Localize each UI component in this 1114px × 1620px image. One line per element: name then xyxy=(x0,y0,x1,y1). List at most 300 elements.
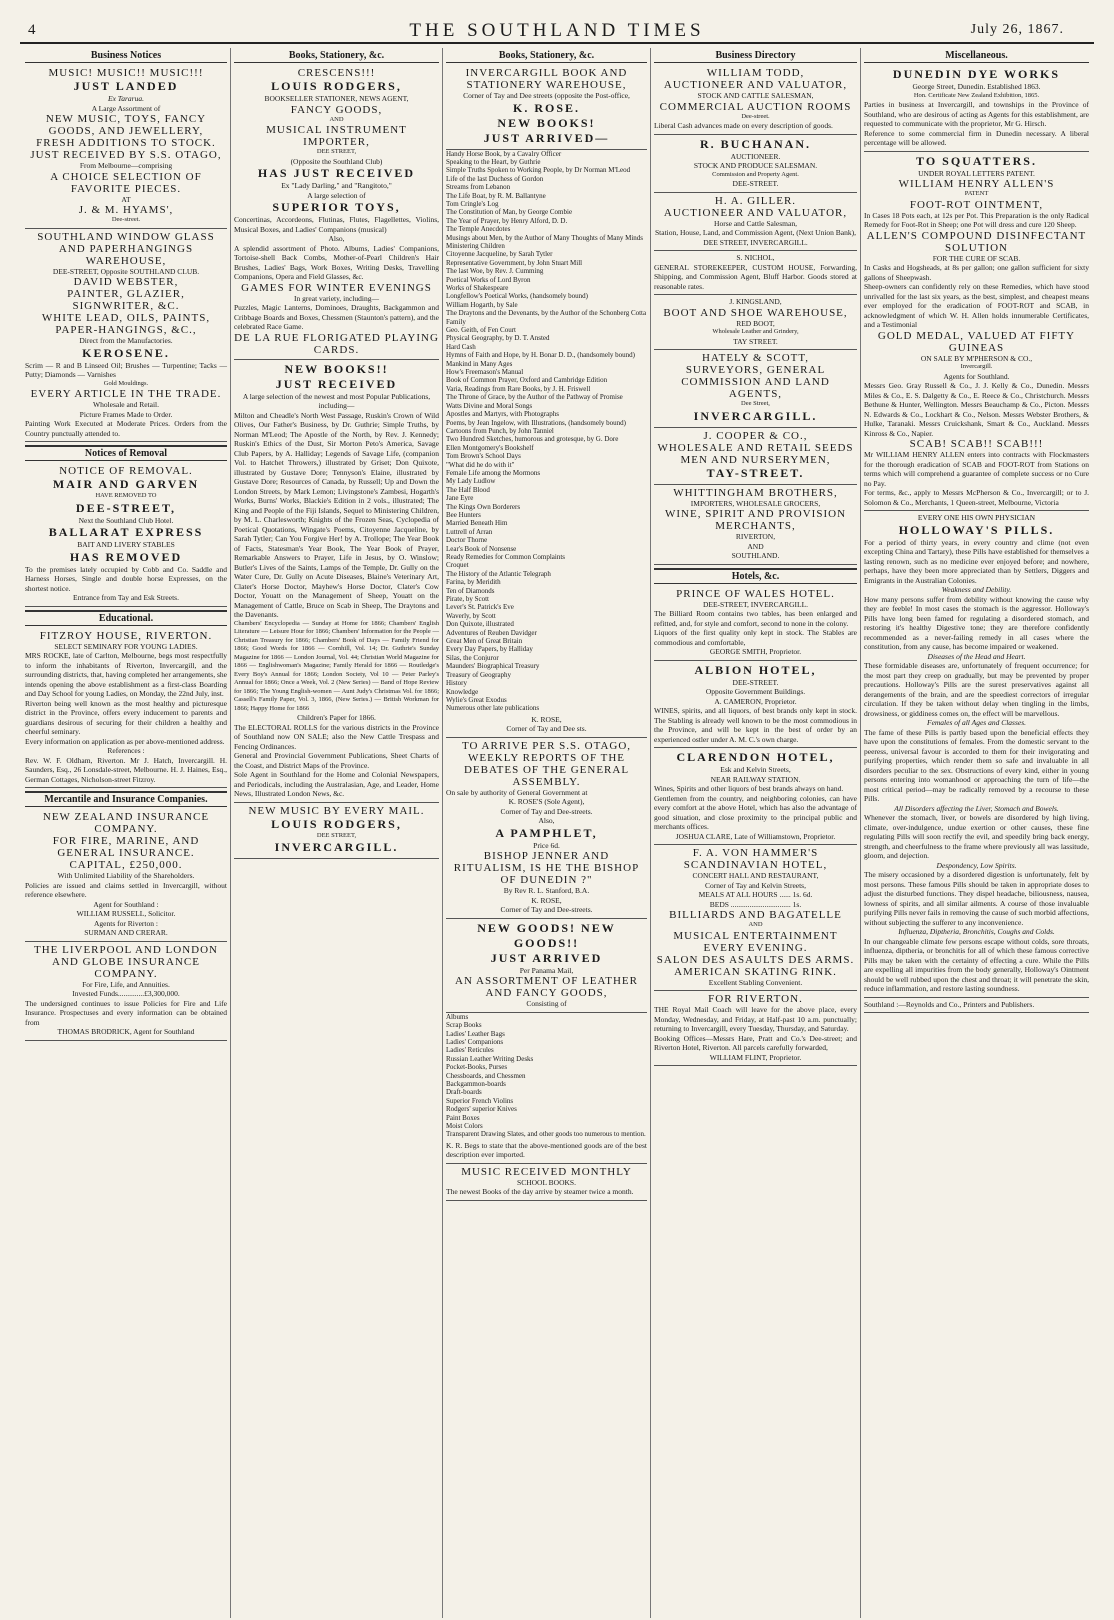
list-item: Cartoons from Punch, by John Tanniel xyxy=(446,426,554,435)
advertisement xyxy=(654,845,857,991)
ad-line: WHITE LEAD, OILS, PAINTS, PAPER-HANGINGS, &C., xyxy=(41,312,211,336)
list-item: The Throne of Grace, by the Author of the Pathway of Promise xyxy=(446,393,623,402)
list-item: Lever's St. Patrick's Eve xyxy=(446,603,514,612)
ad-line: Corner of Tay and Kelvin Streets, xyxy=(705,880,806,890)
list-item: Mankind in Many Ages xyxy=(446,359,513,368)
ad-line: STOCK AND PRODUCE SALESMAN. xyxy=(693,161,818,170)
ad-line: Per Panama Mail, xyxy=(519,965,574,975)
ad-line: WEEKLY REPORTS OF THE DEBATES OF THE GENERAL ASSEMBLY. xyxy=(463,751,630,788)
ad-line: Influenza, Diptheria, Bronchitis, Coughs and Colds. xyxy=(898,927,1055,936)
list-item: Albums xyxy=(446,1012,469,1021)
ad-line: RED BOOT, xyxy=(736,318,775,328)
ad-line: KEROSENE. xyxy=(82,345,170,360)
ad-line: INVERCARGILL BOOK AND STATIONERY WAREHOUSE, xyxy=(465,67,628,91)
ad-line: A large selection of xyxy=(307,190,366,200)
ad-line: In Casks and Hogsheads, at 8s per gallon; one gallon sufficient for sixty gallons of Sheepwash. xyxy=(864,263,1089,282)
ad-line: CLARENDON HOTEL, xyxy=(676,750,835,764)
ad-line: DEE STREET, xyxy=(316,831,357,839)
ad-line: Parties in business at Invercargill, and townships in the Province of Southland, who are desirous of acting as Agents for this establishment, are requested to communicate with the proprietor, Mr G. Hirsch. xyxy=(864,100,1089,128)
section-heading: Hotels, &c. xyxy=(654,568,857,584)
list-item: Moist Colors xyxy=(446,1122,483,1130)
ad-line: SURMAN AND CRERAR. xyxy=(84,928,168,937)
ad-line: FITZROY HOUSE, RIVERTON. xyxy=(39,629,213,642)
ad-line: Agent for Southland : xyxy=(93,899,159,909)
ad-line: BOOKSELLER STATIONER, NEWS AGENT, xyxy=(264,94,409,103)
advertisement xyxy=(446,919,647,1013)
list-item: Ladies' Reticules xyxy=(446,1046,494,1055)
ad-line: K. ROSE, xyxy=(531,895,562,905)
ad-line: Hon. Certificate New Zealand Exhibition, 1865. xyxy=(913,91,1040,99)
ad-line: Liquors of the first quality only kept in stock. The Stables are commodious and comfortable, xyxy=(654,628,857,647)
ad-line: Corner of Tay and Dee-streets. xyxy=(500,905,593,915)
ad-line: BAIT AND LIVERY STABLES xyxy=(77,540,175,549)
ad-line: LOUIS RODGERS, xyxy=(271,79,402,93)
ad-line: From Melbourne—comprising xyxy=(79,161,173,170)
ad-line: SCHOOL BOOKS. xyxy=(517,1177,576,1187)
ad-line: GEORGE SMITH, Proprietor. xyxy=(709,647,802,656)
ad-line: The undersigned continues to issue Policies for Fire and Life Insurance. Prospectuses and every information can be obtained from xyxy=(25,998,227,1027)
ad-line: For terms, &c., apply to Messrs McPherson & Co., Invercargill; or to J. Solomon & Co., Merchants, 1 Queen-street, Melbourne, Victoria xyxy=(864,488,1089,507)
ad-line: Also, xyxy=(538,816,555,826)
list-item: Representative Government, by John Stuart Mill xyxy=(446,258,583,267)
ad-line: Diseases of the Head and Heart. xyxy=(927,651,1026,661)
list-item: Pirate, by Scott xyxy=(446,595,489,604)
ad-line: Painting Work Executed at Moderate Prices. Orders from the Country punctually attended to. xyxy=(25,419,227,438)
ad-line: AUCTIONEER AND VALUATOR, xyxy=(663,79,848,91)
ad-line: J. & M. HYAMS', xyxy=(78,204,174,216)
ad-line: Invested Funds..............£3,300,000. xyxy=(72,989,180,998)
ad-line: AUCTIONEER. xyxy=(730,151,781,161)
ad-line: BISHOP JENNER AND RITUALISM, IS HE THE BISHOP OF DUNEDIN ?" xyxy=(453,850,640,887)
list-item: Geo. Geith, of Fen Court xyxy=(446,326,516,335)
ad-line: Whenever the stomach, liver, or bowels are disordered by high living, climate, over-indulgence, undue exertion or other causes, these fine regulating Pills will soon rectify the evil, and speedily bring back energy, strength, and cheerfulness to the frame where previously all was lassitude, gloom, and dejection. xyxy=(864,813,1089,860)
list-item: Simple Truths Spoken to Working People, by Dr Norman M'Leod xyxy=(446,166,631,175)
ad-line: Messrs Geo. Gray Russell & Co., J. J. Kelly & Co., Dunedin. Messrs Miles & Co., E. S. Dalgetty & Co., E. Reece & Co., Christchurch. Messrs Bethune & Hunter, Wellington. Messrs Beauchamp & Co., Picton. Messrs N. Edwards & Co., Lockhart & Co., Nelson. Messrs Webster Brothers, & Hulke, Taranaki. Messrs Cruickshank, Smart & Co., Auckland. Messrs Kinross & Co., Napier. xyxy=(864,381,1089,438)
list-item: Pocket-Books, Purses xyxy=(446,1063,508,1072)
ad-line: JUST RECEIVED xyxy=(275,376,398,391)
ad-line: NOTICE OF REMOVAL. xyxy=(59,465,193,477)
ad-line: J. KINGSLAND, xyxy=(729,297,782,306)
list-item: Married Beneath Him xyxy=(446,519,508,528)
ad-line: NEAR RAILWAY STATION. xyxy=(710,774,801,784)
list-item: Lear's Book of Nonsense xyxy=(446,544,517,553)
ad-line: AT xyxy=(121,194,131,204)
ad-line: Entrance from Tay and Esk Streets. xyxy=(73,593,179,602)
ad-line: THE LIVERPOOL AND LONDON AND GLOBE INSURANCE COMPANY. xyxy=(34,943,218,980)
ad-line: CONCERT HALL AND RESTAURANT, xyxy=(692,871,819,880)
ad-line: Children's Paper for 1866. xyxy=(297,713,376,722)
list-item: The Temple Anecdotes xyxy=(446,225,511,234)
list-item: The Year of Prayer, by Henry Alford, D. D. xyxy=(446,216,568,225)
advertisement xyxy=(25,942,227,1041)
advertisement xyxy=(864,511,1089,998)
advertisement xyxy=(654,661,857,749)
list-item: Ladies' Leather Bags xyxy=(446,1029,505,1038)
ad-line: PRINCE OF WALES HOTEL. xyxy=(676,587,835,600)
masthead xyxy=(20,20,1094,44)
ad-line: MUSICAL ENTERTAINMENT EVERY EVENING. xyxy=(673,929,838,954)
ad-line: NEW MUSIC, TOYS, FANCY GOODS, AND JEWELLERY, xyxy=(45,113,207,137)
list-item: Tom Brown's School Days xyxy=(446,452,521,461)
ad-line: In our changeable climate few persons escape without colds, sore throats, influenza, diptheria, or bronchitis for all of which these famous corrective Pills may be taken with the certainty of effecting a cure. While the Pills are expelling all impurities from the body generally, Holloway's Ointment should be well rubbed upon the chest and throat; it will penetrate the skin, reduce inflammation, and restore lasting soundness. xyxy=(864,936,1089,993)
ad-line: BOOT AND SHOE WAREHOUSE, xyxy=(663,306,848,319)
list-item: Longfellow's Poetical Works, (handsomely bound) xyxy=(446,292,588,301)
ad-line: HAVE REMOVED TO xyxy=(95,492,157,499)
ad-line: Rev. W. F. Oldham, Riverton. Mr J. Hatch, Invercargill. H. Saunders, Esq., 26 Lonsdale-street, Melbourne. H. J. Haines, Esq., German Cottages, Nicholson-street Fitzroy. xyxy=(25,755,227,784)
ad-line: JUST ARRIVED xyxy=(490,950,603,965)
section-heading: Notices of Removal xyxy=(25,445,227,461)
list-item: Physical Geography, by D. T. Ansted xyxy=(446,334,550,343)
ad-line: George Street, Dunedin. Established 1863. xyxy=(912,82,1041,91)
list-item: Life of the last Duchess of Gordon xyxy=(446,174,544,183)
list-item: Paint Boxes xyxy=(446,1113,480,1122)
ad-line: AND xyxy=(329,115,344,123)
ad-line: DEE STREET, INVERCARGILL. xyxy=(703,237,808,247)
ad-line: A. CAMERON, Proprietor. xyxy=(714,696,797,706)
ad-line: DEE-STREET, INVERCARGILL. xyxy=(702,599,809,609)
list-item: My Lady Ludlow xyxy=(446,477,496,486)
ad-line: Gold Mouldings. xyxy=(103,379,149,387)
list-item: The Life Boat, by R. M. Ballantyne xyxy=(446,191,546,200)
ad-line: WINES, spirits, and all liquors, of best brands only kept in stock. The Stabling is already well known to be the most commodious in the Province, and will be kept in the best of order by an experienced ostler under A. M. C.'s own charge. xyxy=(654,706,857,744)
ad-line: Opposite Government Buildings. xyxy=(705,687,806,696)
ad-line: The fame of these Pills is partly based upon the beneficial effects they have upon the constitutions of females. From the domestic servant to the peeress, universal favour is accorded to them for their invigorating and purifying properties, which render them so safe and invaluable in all disorders peculiar to the sex. Obstructions of every kind, either in young persons entering into womanhood or approaching the turn of life—the most critical period—may be radically removed by a recourse to these Pills. xyxy=(864,727,1089,803)
advertisement xyxy=(654,135,857,193)
ad-line: In great variety, including— xyxy=(294,293,379,303)
ad-line: MEALS AT ALL HOURS ...... 1s. 6d. xyxy=(698,890,813,899)
ad-line: Riverton being well known as the most healthy and picturesque district in the Province, offers every inducement to parents and guardians desirous of securing for their children a healthy and cheerful seminary. xyxy=(25,698,227,736)
advertisement xyxy=(25,229,227,443)
ad-line: Mr WILLIAM HENRY ALLEN enters into contracts with Flockmasters for the thorough eradication of SCAB and FOOT-ROT from Stations on terms which will comprehend a guarantee of complete success or no Cure no Pay. xyxy=(864,450,1089,488)
list-item: Watts Divine and Moral Songs xyxy=(446,401,533,410)
list-item: Treasury of Geography xyxy=(446,670,512,679)
ad-line: FOR FIRE, MARINE, AND GENERAL INSURANCE. xyxy=(52,835,200,859)
ad-line: MUSIC RECEIVED MONTHLY xyxy=(461,1165,632,1178)
advertisement xyxy=(234,803,439,860)
ad-line: SUPERIOR TOYS, xyxy=(272,200,401,214)
ad-line: Dee-street. xyxy=(741,112,770,120)
advertisement xyxy=(234,65,439,360)
ad-line: S. NICHOL, xyxy=(736,253,775,262)
list-item: Every Day Papers, by Halliday xyxy=(446,645,533,654)
list-item: Don Quixote, illustrated xyxy=(446,620,514,629)
list-item: The History of the Atlantic Telegraph xyxy=(446,569,551,578)
ad-line: K. ROSE, xyxy=(531,714,562,724)
ad-line: Price 6d. xyxy=(533,840,560,850)
ad-line: STOCK AND CATTLE SALESMAN, xyxy=(697,91,814,100)
list-item: Ten of Diamonds xyxy=(446,586,495,595)
ad-line: THOMAS BRODRICK, Agent for Southland xyxy=(57,1027,195,1036)
list-item: Scrap Books xyxy=(446,1021,482,1030)
ad-line: K. ROSE. xyxy=(512,100,580,115)
ad-line: Concertinas, Accordeons, Flutinas, Flutes, Flagellettes, Violins, Musical Boxes, and Ladies' Companions (musical) xyxy=(234,215,439,234)
ad-line: GENERAL STOREKEEPER, CUSTOM HOUSE, Forwarding, Shipping, and Commission Agent, Bluff Harbor. Goods stored at reasonable rates. xyxy=(654,262,857,291)
ad-line: Agents for Southland. xyxy=(943,371,1010,381)
ad-line: DEE-STREET, xyxy=(75,500,177,515)
ad-line: Esk and Kelvin Streets, xyxy=(720,765,791,774)
list-item: Chessboards, and Chessmen xyxy=(446,1071,526,1080)
ad-line: SALON DES ASAULTS DES ARMS. xyxy=(656,953,855,966)
ad-line: AND xyxy=(748,921,763,928)
ad-line: DEE STREET, xyxy=(316,148,357,155)
advertisement xyxy=(25,809,227,942)
ad-line: Corner of Tay and Dee streets (opposite the Post-office, xyxy=(463,91,630,100)
ad-line: SCANDINAVIAN HOTEL, xyxy=(683,859,828,871)
ad-line: References : xyxy=(107,746,145,755)
ad-line: NEW BOOKS!! xyxy=(284,361,389,376)
ad-line: WILLIAM HENRY ALLEN'S xyxy=(898,178,1055,190)
ad-line: Policies are issued and claims settled in Invercargill, without reference elsewhere. xyxy=(25,880,227,899)
list-item: Adventures of Reuben Davidger xyxy=(446,628,537,637)
advertisement xyxy=(446,713,647,738)
ad-line: A splendid assortment of Photo. Albums, Ladies' Companions, Tortoise-shell Back Combs, Mother-of-Pearl Children's Hair Brushes, Ladies' Bags, Work Boxes, Writing Desks, Travelling Companions, Opera and Field Glasses, &c. xyxy=(234,243,439,281)
ad-line: Consisting of xyxy=(526,999,567,1009)
list-item: Two Hundred Sketches, humorous and grotesque, by G. Dore xyxy=(446,435,619,444)
advertisement xyxy=(654,991,857,1066)
ad-line: H. A. GILLER. xyxy=(714,194,797,207)
ad-line: How many persons suffer from debility without knowing the cause why they are feeble! In most cases the stomach is the aggressor. Holloway's Pills have long been famed for regulating a disordered stomach, and restoring it's healthy Digestive tone; they are therefore confidently recommended as a never-failing remedy in all cases where the constitution, from any cause, has become impaired or weakened. xyxy=(864,594,1089,651)
ad-line: SOUTHLAND. xyxy=(731,551,780,560)
page-columns xyxy=(22,48,1092,1618)
ad-line: THE Royal Mail Coach will leave for the above place, every Monday, Wednesday, and Friday, at Half-past 10 a.m. punctually; returning to Invercargill, every Tuesday, Thursday, and Saturday. xyxy=(654,1005,857,1033)
ad-line: Agents for Riverton : xyxy=(94,918,158,928)
list-item: "What did he do with it" xyxy=(446,460,515,469)
list-item: Musings about Men, by the Author of Many Thoughts of Many Minds xyxy=(446,233,644,242)
advertisement xyxy=(25,628,227,789)
list-item: Ministering Children xyxy=(446,241,505,250)
ad-line: CAPITAL, £250,000. xyxy=(69,859,183,871)
ad-line: PAINTER, GLAZIER, SIGNWRITER, &C. xyxy=(67,288,185,312)
ad-line: Sheep-owners can confidently rely on these Remedies, which have stood unrivalled for the last six years, as the best, simplest, and cheapest means ever employed for the eradication of FOOT-ROT and SCAB, in acknowledgment of which W. H. Allen holds innumerable Certificates, and a Testimonial xyxy=(864,282,1089,329)
list-item: Poetical Works of Lord Byron xyxy=(446,275,531,284)
ad-line: BEDS ................................ 1s. xyxy=(709,899,802,909)
list-item: Draft-boards xyxy=(446,1088,482,1097)
page-number: 4 xyxy=(28,22,36,38)
ad-line: For Fire, Life, and Annuities. xyxy=(82,979,170,989)
ad-line: A Large Assortment of xyxy=(91,103,161,113)
ad-line: AND xyxy=(747,541,764,551)
list-item: Croquet xyxy=(446,561,469,570)
ad-line: DEE-STREET. xyxy=(732,179,779,188)
ad-line: DEE-STREET. xyxy=(732,677,779,687)
list-item: Russian Leather Writing Desks xyxy=(446,1054,534,1063)
ad-line: The Billiard Room contains two tables, has been enlarged and refitted, and, for style and comfort, second to none in the colony. xyxy=(654,609,857,628)
ad-line: On sale by authority of General Government at xyxy=(446,787,588,797)
ad-line: Next the Southland Club Hotel. xyxy=(78,515,174,525)
list-item: Jane Eyre xyxy=(446,494,474,503)
section-heading: Educational. xyxy=(25,610,227,626)
section-heading: Mercantile and Insurance Companies. xyxy=(25,791,227,807)
ad-line: Every information on application as per above-mentioned address. xyxy=(25,736,225,746)
ad-line: General and Provincial Government Publications, Sheet Charts of the Coast, and District Maps of the Province. xyxy=(234,751,439,770)
list-item: Doctor Thorne xyxy=(446,536,488,545)
list-item: Waverly, by Scott xyxy=(446,611,496,620)
ad-line: ON SALE BY M'PHERSON & CO., xyxy=(920,353,1033,363)
ad-line: MRS ROCKE, late of Carlton, Melbourne, begs most respectfully to inform the inhabitants of Riverton, Invercargill, and the surrounding districts, that, having completed her arrangements, she intends opening the above establishment as a first-class Boarding and Day School for young Ladies, on Monday, the 22nd July, inst. xyxy=(25,651,227,698)
ad-line: Chambers' Encyclopedia — Sunday at Home for 1866; Chambers' English Literature — Leisure Hour for 1866; Chambers' Information for the People — Christian Treasury for 1866; Chambers' Book of Days — Family Friend for 1866; Good Words for 1866 — Cornhill, Vol. 14; Dr. Guthrie's Sunday Magazine for 1866 — London Journal, Vol. 44; Christian World Magazine for 1866 — Englishwoman's Magazine; Family Herald for 1866 — Routledge's Every Boy's Annual for 1866; London Society, Vol 10 — Peter Parley's Annual for 1866; Once a Week, Vol. 2 (New Series) — Band of Hope Review for 1866; The Young English-women — Aunt Judy's Christmas Vol. for 1866; Cassell's Family Paper, Vol. 3, 1866, (New Series.) — British Workman for 1866; Happy Home for 1866 xyxy=(234,619,439,712)
list-item: Ellen Montgomery's Bookshelf xyxy=(446,443,534,452)
advertisement xyxy=(654,65,857,135)
advertisement xyxy=(864,152,1089,512)
list-item: How's Freemason's Manual xyxy=(446,368,524,377)
ad-line: JUST ARRIVED— xyxy=(483,130,610,145)
ad-line: Dee Street, xyxy=(741,400,770,407)
advertisement xyxy=(446,65,647,150)
list-item: Poems, by Jean Ingelow, with Illustrations, (handsomely bound) xyxy=(446,418,626,427)
ad-line: By Rev R. L. Stanford, B.A. xyxy=(503,886,590,896)
ad-line: Commission and Property Agent. xyxy=(712,170,799,178)
advertisement xyxy=(864,998,1089,1014)
ad-line: MUSIC! MUSIC!! MUSIC!!! xyxy=(48,67,204,79)
ad-line: Picture Frames Made to Order. xyxy=(79,409,173,419)
ad-line: RIVERTON, xyxy=(735,532,776,541)
list-item: William Hogarth, by Sale xyxy=(446,300,518,309)
ad-line: ALBION HOTEL, xyxy=(694,662,817,677)
ad-line: MAIR AND GARVEN xyxy=(52,477,200,491)
ad-line: DUNEDIN DYE WORKS xyxy=(892,67,1061,81)
ad-line: Wines, Spirits and other liquors of best brands always on hand. xyxy=(654,784,844,793)
ad-line: SOUTHLAND WINDOW GLASS AND PAPERHANGINGS WAREHOUSE, xyxy=(37,230,215,267)
ad-line: JOSHUA CLARE, Late of Williamstown, Proprietor. xyxy=(675,831,836,841)
ad-line: In Cases 18 Pots each, at 12s per Pot. This Preparation is the only Radical Remedy for Foot-Rot in Sheep; one Pot will dress and cure 120 Sheep. xyxy=(864,210,1089,229)
column-1 xyxy=(22,48,230,1618)
ad-line: WILLIAM RUSSELL, Solicitor. xyxy=(76,909,176,918)
ad-line: SURVEYORS, GENERAL COMMISSION AND LAND AGENTS, xyxy=(681,364,830,400)
ad-line: BILLIARDS AND BAGATELLE xyxy=(669,909,842,921)
ad-line: NEW GOODS! NEW GOODS!! xyxy=(477,920,616,950)
ad-line: FANCY GOODS, xyxy=(290,103,383,116)
ad-line: FRESH ADDITIONS TO STOCK. xyxy=(36,137,216,149)
ad-line: A PAMPHLET, xyxy=(495,825,598,840)
ad-line: WILLIAM TODD, xyxy=(706,67,805,79)
column-4 xyxy=(650,48,860,1618)
ad-line: Also, xyxy=(328,234,345,243)
ad-line: Reference to some commercial firm in Dunedin necessary. A liberal percentage will be allowed. xyxy=(864,128,1089,147)
list-item: Rodgers' superior Knives xyxy=(446,1105,517,1114)
advertisement xyxy=(864,65,1089,152)
ad-line: A large selection of the newest and most Popular Publications, including— xyxy=(242,391,431,410)
ad-line: AMERICAN SKATING RINK. xyxy=(674,965,837,978)
ad-line: AN ASSORTMENT OF LEATHER AND FANCY GOODS, xyxy=(455,975,638,1000)
ad-line: NEW MUSIC BY EVERY MAIL. xyxy=(248,804,425,817)
ad-line: Horse and Cattle Salesman, xyxy=(714,218,797,228)
advertisement xyxy=(25,463,227,607)
ad-line: Liberal Cash advances made on every description of goods. xyxy=(654,121,833,130)
ad-line: NEW BOOKS! xyxy=(497,115,596,130)
ad-line: K. R. Begs to state that the above-mentioned goods are of the best description ever imported. xyxy=(446,1140,647,1160)
ad-line: Excellent Stabling Convenient. xyxy=(708,977,803,987)
ad-line: J. COOPER & CO., xyxy=(703,429,808,442)
ad-line: Milton and Cheadle's North West Passage, Ruskin's Crown of Wild Olives, Our Father's Business, by Dr. Guthrie; Simple Truths, by Norman M'Leod; The Apostle of the North, by Rev. J. Kennedy; Ruskin's Ethics of the Dust, Sir Morton Peto's America, Savage Club Papers, by A. Halliday; Legends of Savage Life, (companion Vol. to Hatchet Throwers,) illustrated by Griset; Don Quixote, illustrated by Gustave Dore; Tennyson's Elaine, illustrated by Gustave Dore; Resources of Canada, by Russell; Up and Down the London Streets, by Mark Lemon; Livingstone's Zambesi, Hogarth's Works, Burns' Works, Blackie's Edition in 2 vols., illustrated; The King and People of the Fiji Islands, Sequel to Ministering Children, by M. L. Charlesworth; Knights of the Frozen Seas, Cyclopedia of Poetical Quotations, Wingate's Poems, Citoyenne Jacqueline, by Sarah Tytler; Can You Forgive Her! by A. Trollope; The Year Book of Facts, Statesman's Year Book, The Year Book of Prayer, Remarkable Answers to Prayer, Life in Jesus, by O. Winslow; Butler's Lives of the Saints, Lamps of the Temple, Dr. Gully on the Water Cure, Dr. Gully on Acute Diseases, Blaine's Veterinary Art, Clater's Horse Doctor, Mayhew's Horse Doctor, Clater's Cow Doctor, Youatt on the Management of Sheep, Youatt on the Management of Cattle, Bruce on Scab in Sheep, The Draytons and the Davenants. xyxy=(234,410,439,619)
advertisement xyxy=(654,350,857,428)
ad-line: Corner of Tay and Dee sts. xyxy=(506,724,587,734)
issue-date: July 26, 1867. xyxy=(970,22,1064,37)
ad-line: PATENT xyxy=(964,190,989,197)
ad-line: JUST LANDED xyxy=(73,79,179,93)
list-item: Wylie's Great Exodus xyxy=(446,695,507,704)
ad-line: Wholesale Leather and Grindery, xyxy=(712,328,799,335)
advertisement xyxy=(654,586,857,661)
ad-line: Sole Agent in Southland for the Home and Colonial Newspapers, and Periodicals, including the Australasian, Age, and Leader, Home News, Illustrated London News, &c. xyxy=(234,770,439,798)
ad-line: Southland :—Reynolds and Co., Printers and Publishers. xyxy=(864,999,1035,1009)
item-list xyxy=(446,1013,647,1139)
list-item: Female Life among the Mormons xyxy=(446,468,541,477)
ad-line: DAVID WEBSTER, xyxy=(73,276,179,288)
advertisement xyxy=(446,738,647,919)
ad-line: Dee-street. xyxy=(111,216,141,223)
ad-line: AUCTIONEER AND VALUATOR, xyxy=(663,206,848,219)
ad-line: TAY-STREET. xyxy=(706,465,805,480)
list-item: Citoyenne Jacqueline, by Sarah Tytler xyxy=(446,250,553,259)
ad-line: Ex Tararua. xyxy=(108,94,144,103)
list-item: Luttrell of Arran xyxy=(446,527,493,536)
ad-line: INVERCARGILL. xyxy=(274,840,399,854)
ad-line: Station, House, Land, and Commission Agent, (Next Union Bank), xyxy=(654,228,857,237)
ad-line: Puzzles, Magic Lanterns, Dominoes, Draughts, Backgammon and Cribbage Boards and Boxes, Chessmen (Staunton's pattern), and the celebrated Race Game. xyxy=(234,303,439,331)
section-heading: Books, Stationery, &c. xyxy=(446,48,647,63)
list-item: Streams from Lebanon xyxy=(446,183,511,192)
list-item: Numerous other late publications xyxy=(446,704,540,713)
list-item: Transparent Drawing Slates, and other goods too numerous to mention. xyxy=(446,1130,646,1139)
ad-line: To the premises lately occupied by Cobb and Co. Saddle and Harness Horses, Single and double horse Expresses, on the shortest notice. xyxy=(25,564,227,593)
advertisement xyxy=(25,65,227,229)
advertisement xyxy=(654,295,857,350)
list-item: Ready Remedies for Common Complaints xyxy=(446,553,565,561)
ad-line: HAS JUST RECEIVED xyxy=(257,166,416,180)
column-2 xyxy=(230,48,442,1618)
list-item: Tom Cringle's Log xyxy=(446,199,499,208)
ad-line: MUSICAL INSTRUMENT IMPORTER, xyxy=(266,124,407,148)
ad-line: A CHOICE SELECTION OF FAVORITE PIECES. xyxy=(50,170,202,195)
column-3 xyxy=(442,48,650,1618)
ad-line: COMMERCIAL AUCTION ROOMS xyxy=(659,100,852,113)
advertisement xyxy=(654,251,857,295)
ad-line: The newest Books of the day arrive by steamer twice a month. xyxy=(446,1187,634,1197)
section-heading: Books, Stationery, &c. xyxy=(234,48,439,63)
ad-line: TO SQUATTERS. xyxy=(916,153,1037,168)
advertisement xyxy=(654,193,857,252)
list-item: Speaking to the Heart, by Guthrie xyxy=(446,157,541,166)
section-heading: Business Notices xyxy=(25,48,227,63)
ad-line: FOR RIVERTON. xyxy=(708,993,803,1005)
ad-line: These formidable diseases are, unfortunately of frequent occurrence; for the most part they creep on gradually, but may be prevented by proper precautions. Holloway's Pills are the surest preservatives against all derangements of the brain, and are the speediest correctors of irregular circulation. If they be taken without delay when tingling in the limbs, drowsiness, or giddiness comes on, the effect will be marvellous. xyxy=(864,661,1089,718)
ad-line: Ex "Lady Darling," and "Rangitoto," xyxy=(281,181,392,190)
ad-line: Corner of Tay and Dee-streets. xyxy=(500,806,593,816)
ad-line: TAY STREET. xyxy=(733,336,778,346)
ad-line: ALLEN'S COMPOUND DISINFECTANT SOLUTION xyxy=(866,229,1087,254)
ad-line: F. A. VON HAMMER'S xyxy=(692,847,819,859)
advertisement xyxy=(654,485,857,565)
list-item: Ladies' Companions xyxy=(446,1037,504,1046)
ad-line: INVERCARGILL. xyxy=(693,408,818,423)
advertisement xyxy=(654,748,857,845)
list-item: Handy Horse Book, by a Cavalry Officer xyxy=(446,149,562,158)
list-item: Bee Hunters xyxy=(446,510,481,519)
advertisement xyxy=(446,1164,647,1201)
ad-line: For a period of thirty years, in every country and clime (not even excepting China and Tartary), these Pills have established for themselves a lasting renown, such as no medicine ever enjoyed before; and nowhere, perhaps, have they been more appreciated than by Settlers, Diggers and Emigrants in the Australian Colonies. xyxy=(864,537,1089,585)
list-item: Knowledge xyxy=(446,687,479,696)
ad-line: Direct from the Manufactories. xyxy=(79,336,173,345)
ad-line: Despondency, Low Spirits. xyxy=(936,860,1017,870)
ad-line: BALLARAT EXPRESS xyxy=(48,525,204,539)
list-item: Book of Common Prayer, Oxford and Cambridge Edition xyxy=(446,376,608,385)
list-item: Hymns of Faith and Hope, by H. Bonar D. D., (handsomely bound) xyxy=(446,351,635,360)
ad-line: All Disorders affecting the Liver, Stomach and Bowels. xyxy=(894,803,1059,813)
list-item: Superior French Violins xyxy=(446,1096,514,1105)
ad-line: Booking Offices—Messrs Hare, Pratt and Co.'s Dee-street; and Riverton Hotel, Riverton. All parcels carefully forwarded, xyxy=(654,1033,857,1052)
ad-line: HATELY & SCOTT, xyxy=(701,352,810,364)
list-item: Silas, the Conjuror xyxy=(446,653,499,662)
